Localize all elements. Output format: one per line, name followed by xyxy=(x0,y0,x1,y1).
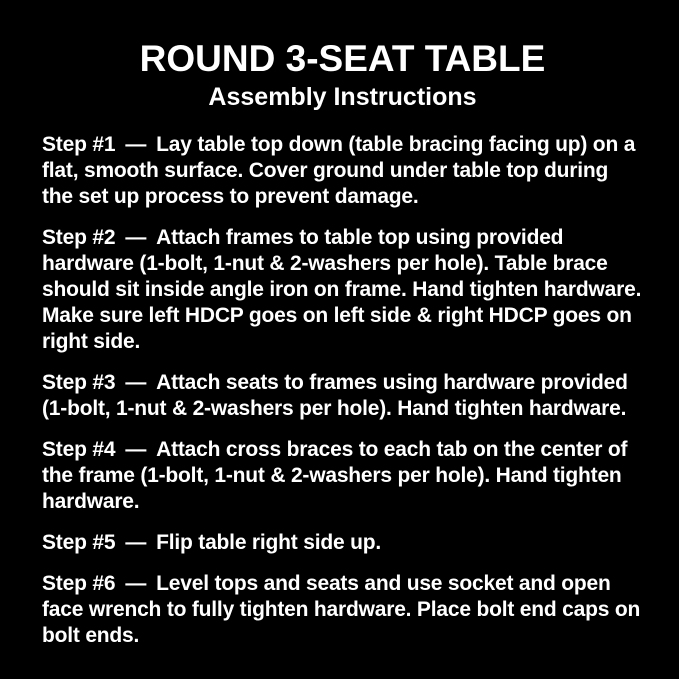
step-4-label: Step #4 xyxy=(42,438,116,461)
step-5-label: Step #5 xyxy=(42,531,116,554)
step-1-dash: — xyxy=(125,133,147,156)
step-5 xyxy=(42,530,643,556)
step-2-dash: — xyxy=(125,226,147,249)
step-6-dash: — xyxy=(125,572,147,595)
step-4-dash: — xyxy=(125,438,147,461)
step-3-label: Step #3 xyxy=(42,371,116,394)
step-3-dash: — xyxy=(125,371,147,394)
step-5-dash: — xyxy=(125,531,147,554)
step-2-label: Step #2 xyxy=(42,226,116,249)
step-5-text: Flip table right side up. xyxy=(156,531,381,554)
page-subtitle: Assembly Instructions xyxy=(208,83,477,111)
step-1-text: Lay table top down (table bracing facing up) on a flat, smooth surface. Cover ground under table top during the set up process to prevent damage. xyxy=(42,133,636,208)
page-title: ROUND 3-SEAT TABLE xyxy=(139,38,546,79)
step-1 xyxy=(42,132,643,210)
step-6-text: Level tops and seats and use socket and open face wrench to fully tighten hardware. Place bolt end caps on bolt ends. xyxy=(42,572,641,647)
step-4 xyxy=(42,437,643,515)
step-6-label: Step #6 xyxy=(42,572,116,595)
step-1-label: Step #1 xyxy=(42,133,116,156)
step-6 xyxy=(42,571,643,649)
step-2-text: Attach frames to table top using provided hardware (1-bolt, 1-nut & 2-washers per hole). Table brace should sit inside angle iron on frame. Hand tighten hardware. Make sure left HDCP goes on left side & right HDCP goes on right side. xyxy=(42,226,642,353)
step-3 xyxy=(42,370,643,422)
step-2 xyxy=(42,225,643,355)
step-4-text: Attach cross braces to each tab on the center of the frame (1-bolt, 1-nut & 2-washers per hole). Hand tighten hardware. xyxy=(42,438,628,513)
step-3-text: Attach seats to frames using hardware provided (1-bolt, 1-nut & 2-washers per hole). Hand tighten hardware. xyxy=(42,371,628,420)
